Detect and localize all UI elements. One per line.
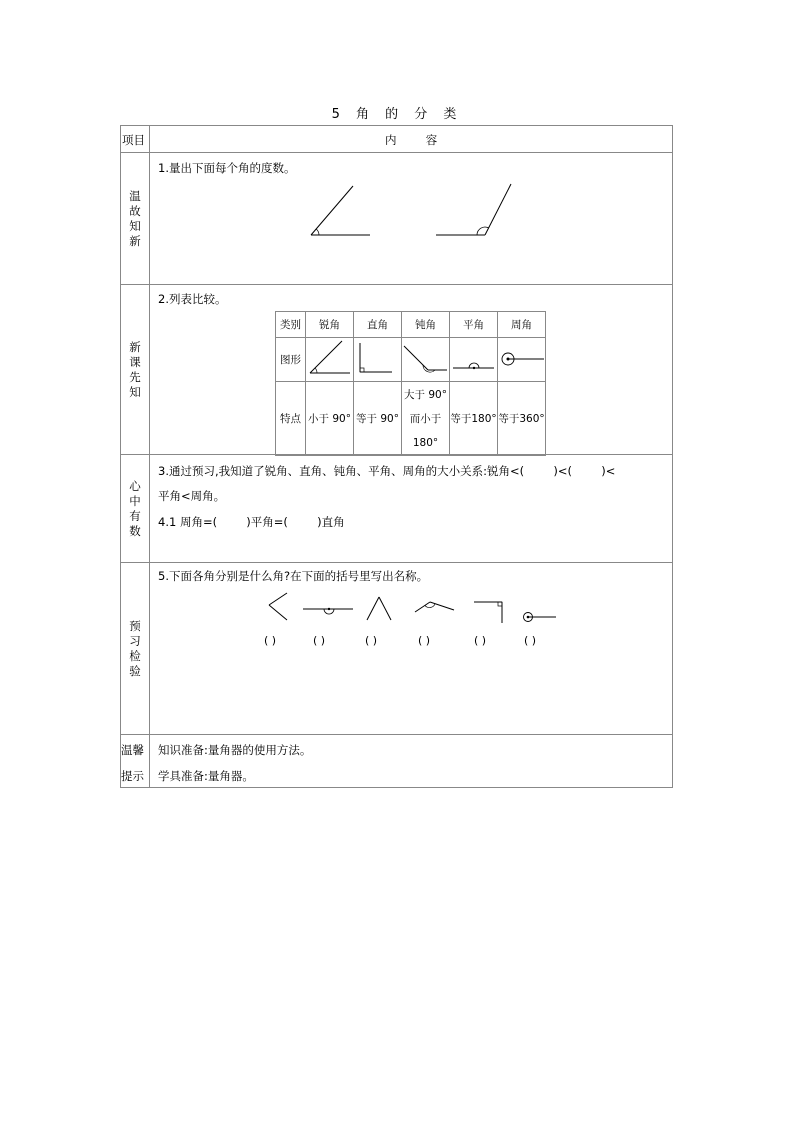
header-item: 项目 <box>122 133 145 147</box>
tips-label-line2: 提示 <box>121 769 144 783</box>
answer-blank-2[interactable]: ( ) <box>313 634 326 647</box>
category-straight: 平角 <box>450 312 498 338</box>
header-content: 内 容 <box>385 133 438 147</box>
category-round: 周角 <box>498 312 546 338</box>
column-divider <box>149 125 150 788</box>
row-divider <box>120 284 673 285</box>
section-label-preview: 新 课 先 知 <box>129 340 141 399</box>
question-5: 5.下面各角分别是什么角?在下面的括号里写出名称。 <box>158 569 429 583</box>
question-3-line2: 平角<周角。 <box>158 489 226 503</box>
figure-round-angle <box>524 613 557 622</box>
feature-acute: 小于 90° <box>306 382 354 456</box>
section-label-review: 温 故 知 新 <box>129 189 141 248</box>
question-2: 2.列表比较。 <box>158 292 227 306</box>
section-label-check: 预 习 检 验 <box>129 619 141 678</box>
tip-tools: 学具准备:量角器。 <box>158 769 254 783</box>
row-divider <box>120 734 673 735</box>
question-4: 4.1 周角=( )平角=( )直角 <box>158 515 345 529</box>
feature-straight: 等于180° <box>450 382 498 456</box>
tips-label-line1: 温馨 <box>121 743 144 757</box>
answer-blank-6[interactable]: ( ) <box>524 634 537 647</box>
row-header-category: 类别 <box>276 312 306 338</box>
row-header-figure: 图形 <box>276 338 306 382</box>
angle-figures <box>300 180 530 242</box>
answer-blank-5[interactable]: ( ) <box>474 634 487 647</box>
page-title: 5 角 的 分 类 <box>331 107 463 122</box>
figure-obtuse-roof <box>415 602 454 612</box>
row-divider <box>120 152 673 153</box>
straight-angle-shape <box>450 338 498 382</box>
figure-acute-peak <box>367 597 391 620</box>
figure-straight-angle <box>303 608 353 614</box>
answer-blank-4[interactable]: ( ) <box>418 634 431 647</box>
answer-blank-3[interactable]: ( ) <box>365 634 378 647</box>
feature-round: 等于360° <box>498 382 546 456</box>
figure-acute-chevron <box>269 593 287 620</box>
row-divider <box>120 562 673 563</box>
feature-obtuse: 大于 90° 而小于 180° <box>402 382 450 456</box>
section-label-mindful: 心 中 有 数 <box>129 479 141 538</box>
comparison-table <box>275 311 546 456</box>
acute-angle-figure <box>311 186 370 235</box>
question-1: 1.量出下面每个角的度数。 <box>158 161 296 175</box>
figure-right-angle <box>474 602 502 623</box>
obtuse-angle-figure <box>436 184 511 235</box>
category-right: 直角 <box>354 312 402 338</box>
row-header-feature: 特点 <box>276 382 306 456</box>
acute-angle-shape <box>306 338 354 382</box>
round-angle-shape <box>498 338 546 382</box>
answer-blank-1[interactable]: ( ) <box>264 634 277 647</box>
angle-identification-figures <box>260 590 560 630</box>
category-obtuse: 钝角 <box>402 312 450 338</box>
tip-knowledge: 知识准备:量角器的使用方法。 <box>158 743 312 757</box>
feature-right: 等于 90° <box>354 382 402 456</box>
obtuse-angle-shape <box>402 338 450 382</box>
category-acute: 锐角 <box>306 312 354 338</box>
question-3-line1: 3.通过预习,我知道了锐角、直角、钝角、平角、周角的大小关系:锐角<( )<( )< <box>158 464 616 478</box>
right-angle-shape <box>354 338 402 382</box>
